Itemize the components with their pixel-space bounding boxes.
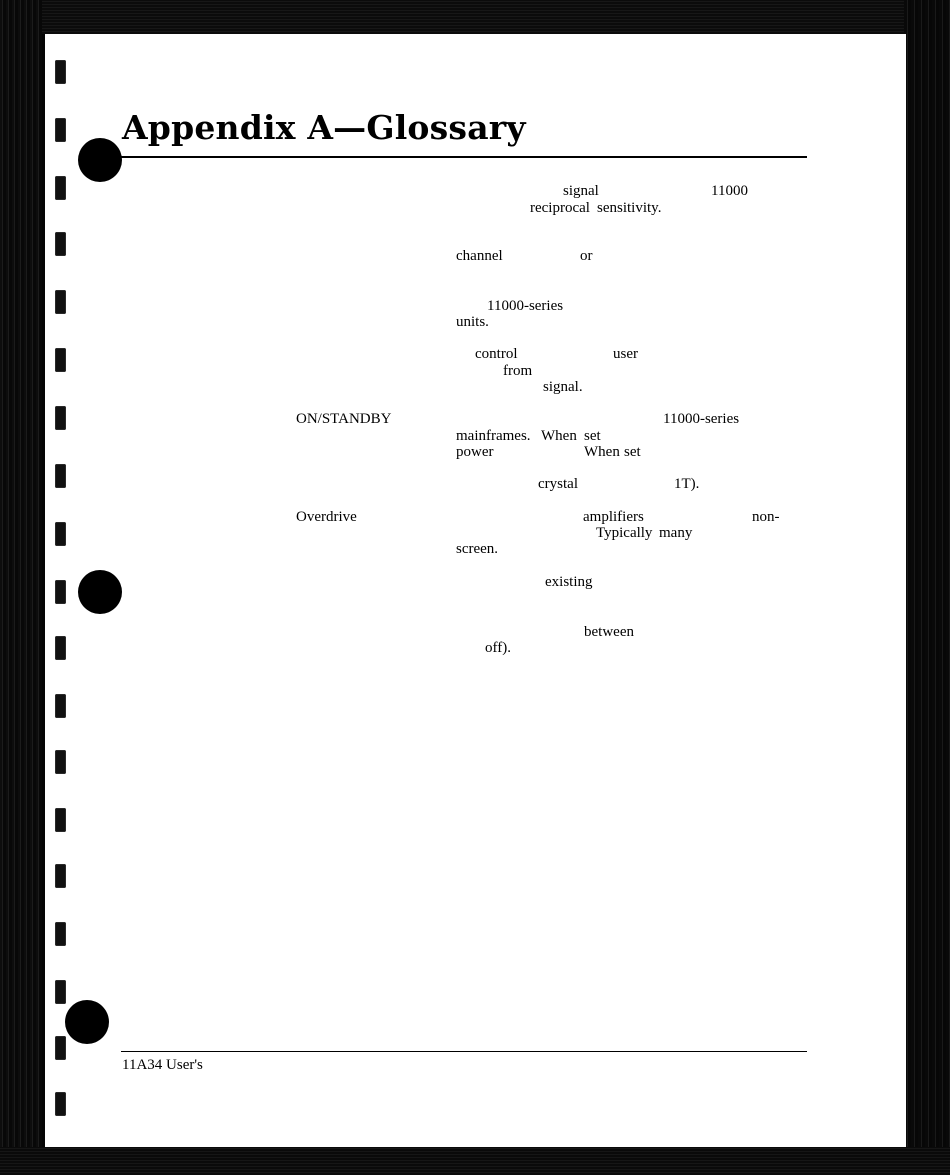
paper-sheet xyxy=(45,34,906,1147)
scan-edge-left xyxy=(0,0,42,1175)
definition-fragment: existing xyxy=(545,574,593,590)
page-title: Appendix A—Glossary xyxy=(122,108,526,147)
definition-fragment: non- xyxy=(752,509,780,525)
definition-fragment: control xyxy=(475,346,518,362)
definition-fragment: Typically xyxy=(596,525,653,541)
title-rule xyxy=(121,156,807,158)
definition-fragment: When xyxy=(584,444,620,460)
binding-slot xyxy=(55,636,66,660)
binding-slot xyxy=(55,922,66,946)
definition-fragment: channel xyxy=(456,248,503,264)
definition-fragment: set xyxy=(624,444,641,460)
punch-hole xyxy=(78,138,122,182)
binding-slot xyxy=(55,1036,66,1060)
definition-fragment: many xyxy=(659,525,693,541)
scan-edge-top xyxy=(0,0,950,34)
binding-slot xyxy=(55,980,66,1004)
definition-fragment: set xyxy=(584,428,601,444)
definition-fragment: 11000-series xyxy=(487,298,564,314)
binding-slot xyxy=(55,348,66,372)
footer-manual-title: 11A34 User's xyxy=(122,1057,203,1073)
binding-slot xyxy=(55,464,66,488)
binding-slot xyxy=(55,1092,66,1116)
binding-slot xyxy=(55,176,66,200)
definition-fragment: crystal xyxy=(538,476,578,492)
term-overdrive: Overdrive xyxy=(296,509,357,525)
definition-fragment: from xyxy=(503,363,533,379)
definition-fragment: signal xyxy=(563,183,599,199)
scan-edge-bottom xyxy=(0,1147,950,1175)
definition-fragment: or xyxy=(580,248,593,264)
binding-slot xyxy=(55,750,66,774)
binding-slot xyxy=(55,60,66,84)
definition-fragment: off). xyxy=(485,640,511,656)
definition-fragment: sensitivity. xyxy=(597,200,662,216)
binding-slot xyxy=(55,290,66,314)
binding-slot xyxy=(55,580,66,604)
definition-fragment: units. xyxy=(456,314,489,330)
definition-fragment: 1T). xyxy=(674,476,700,492)
definition-fragment: When xyxy=(541,428,577,444)
binding-slot xyxy=(55,232,66,256)
binding-slot xyxy=(55,406,66,430)
definition-fragment: 11000 xyxy=(711,183,748,199)
punch-hole xyxy=(65,1000,109,1044)
definition-fragment: power xyxy=(456,444,494,460)
definition-fragment: amplifiers xyxy=(583,509,644,525)
definition-fragment: signal. xyxy=(543,379,583,395)
definition-fragment: screen. xyxy=(456,541,499,557)
binding-slot xyxy=(55,522,66,546)
punch-hole xyxy=(78,570,122,614)
definition-fragment: user xyxy=(613,346,638,362)
definition-fragment: mainframes. xyxy=(456,428,531,444)
definition-fragment: 11000-series xyxy=(663,411,740,427)
footer-rule xyxy=(121,1051,807,1052)
definition-fragment: between xyxy=(584,624,634,640)
binding-slot xyxy=(55,864,66,888)
binding-slot xyxy=(55,808,66,832)
definition-fragment: reciprocal xyxy=(530,200,590,216)
binding-slot xyxy=(55,694,66,718)
scan-edge-right xyxy=(904,0,950,1175)
term-on-standby: ON/STANDBY xyxy=(296,411,392,427)
binding-slot xyxy=(55,118,66,142)
